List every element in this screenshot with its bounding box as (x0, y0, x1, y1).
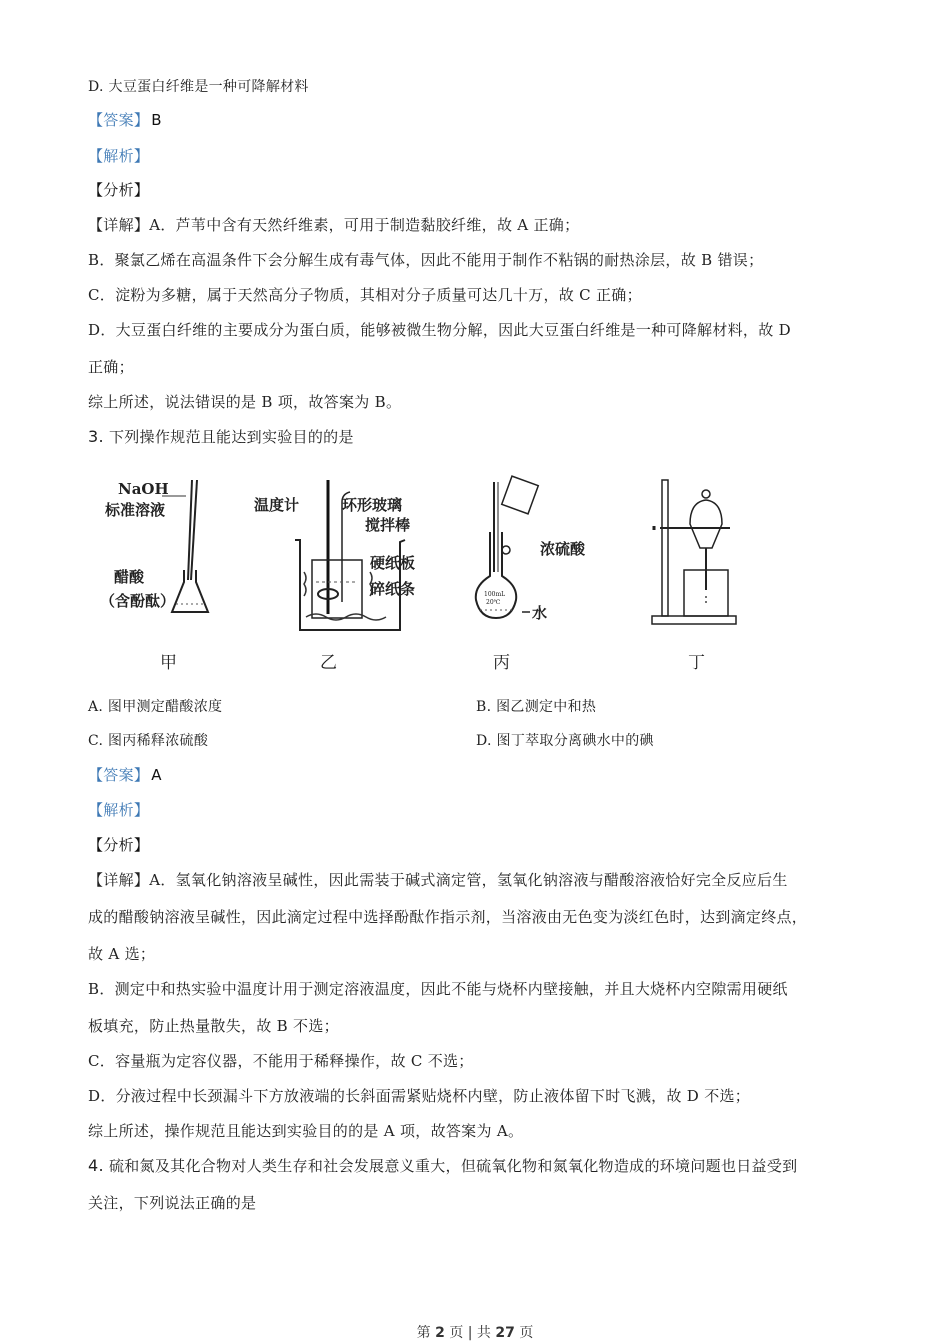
prev-fenxi-tag: 【分析】 (88, 181, 150, 199)
detail-tag: 【详解】 (88, 216, 150, 234)
prev-answer (88, 110, 162, 130)
q3-answer (88, 765, 162, 785)
q3-summary: 综上所述，操作规范且能达到实验目的的是 A 项，故答案为 A。 (88, 1122, 524, 1140)
caption-yi: 乙 (320, 653, 337, 673)
label-with-phenolphthalein: （含酚酞） (100, 592, 176, 610)
prev-analysis-tag: 【解析】 (88, 147, 150, 165)
prev-detail-line-2: B．聚氯乙烯在高温条件下会分解生成有毒气体，因此不能用于制作不粘锅的耐热涂层，故 B 错误； (88, 251, 764, 269)
prev-detail-line-1: 【详解】A．芦苇中含有天然纤维素，可用于制造黏胶纤维，故 A 正确； (88, 216, 580, 234)
option-a: A. 图甲测定醋酸浓度 (88, 699, 223, 715)
prev-option-d: D. 大豆蛋白纤维是一种可降解材料 (88, 79, 309, 95)
label-stirrer: 搅拌棒 (365, 516, 411, 534)
detail-tag: 【详解】 (88, 871, 150, 889)
question-number: 3. (88, 427, 104, 446)
label-standard-solution: 标准溶液 (105, 501, 166, 519)
page-total: 27 (495, 1325, 515, 1341)
caption-jia: 甲 (160, 653, 177, 673)
figure-ding (650, 472, 750, 632)
option-b: B. 图乙测定中和热 (476, 699, 597, 715)
label-ring-glass: 环形玻璃 (342, 496, 403, 514)
answer-value: A (151, 766, 162, 784)
q3-fenxi-tag: 【分析】 (88, 836, 150, 854)
figure-jia (100, 472, 230, 622)
prev-detail-line-5: 正确； (88, 358, 134, 376)
q3-detail-line-1: 【详解】A．氢氧化钠溶液呈碱性，因此需装于碱式滴定管，氢氧化钠溶液与醋酸溶液恰好完全反应后生 (88, 871, 788, 889)
q3-detail-line-5: 板填充，防止热量散失，故 B 不选； (88, 1017, 339, 1035)
question-number: 4. (88, 1156, 104, 1175)
prev-detail-line-3: C．淀粉为多糖，属于天然高分子物质，其相对分子质量可达几十万，故 C 正确； (88, 286, 642, 304)
svg-text:100mL: 100mL (484, 591, 506, 598)
label-conc-sulfuric: 浓硫酸 (540, 540, 586, 558)
prev-detail-line-4: D．大豆蛋白纤维的主要成分为蛋白质，能够被微生物分解，因此大豆蛋白纤维是一种可降解材料，故 D (88, 321, 791, 339)
caption-bing: 丙 (493, 653, 510, 673)
label-cardboard: 硬纸板 (370, 554, 416, 572)
question-4-stem-line-1: 4. 硫和氮及其化合物对人类生存和社会发展意义重大，但硫氧化物和氮氧化物造成的环境问题也日益受到 (88, 1156, 798, 1175)
figure-bing (470, 472, 610, 632)
label-paper-scraps: 碎纸条 (370, 580, 416, 598)
page-number: 2 (435, 1325, 445, 1341)
q3-analysis-tag: 【解析】 (88, 801, 150, 819)
q3-detail-line-4: B．测定中和热实验中温度计用于测定溶液温度，因此不能与烧杯内壁接触，并且大烧杯内空隙需用硬纸 (88, 980, 788, 998)
prev-summary: 综上所述，说法错误的是 B 项，故答案为 B。 (88, 393, 402, 411)
question-3-stem: 3. 下列操作规范且能达到实验目的的是 (88, 427, 354, 446)
label-acetic-acid: 醋酸 (114, 568, 145, 586)
figure-yi (250, 472, 450, 632)
caption-ding: 丁 (688, 653, 705, 673)
label-thermometer: 温度计 (254, 496, 300, 514)
option-d: D. 图丁萃取分离碘水中的碘 (476, 733, 654, 749)
answer-tag: 【答案】 (88, 766, 150, 784)
svg-text:20℃: 20℃ (486, 599, 501, 606)
q3-detail-line-7: D．分液过程中长颈漏斗下方放液端的长斜面需紧贴烧杯内壁，防止液体留下时飞溅，故 D 不选； (88, 1087, 751, 1105)
answer-tag: 【答案】 (88, 111, 150, 129)
q3-detail-line-2: 成的醋酸钠溶液呈碱性，因此滴定过程中选择酚酞作指示剂，当溶液由无色变为淡红色时，达到滴定终点， (88, 908, 808, 926)
q3-detail-line-3: 故 A 选； (88, 945, 156, 963)
page-footer: 第 2 页 | 共 27 页 (416, 1325, 534, 1341)
question-4-stem-line-2: 关注，下列说法正确的是 (88, 1194, 257, 1212)
label-naoh: NaOH (118, 480, 169, 498)
label-water: 水 (532, 604, 548, 622)
answer-value: B (151, 111, 162, 129)
q3-detail-line-6: C．容量瓶为定容仪器，不能用于稀释操作，故 C 不选； (88, 1052, 474, 1070)
option-c: C. 图丙稀释浓硫酸 (88, 733, 209, 749)
